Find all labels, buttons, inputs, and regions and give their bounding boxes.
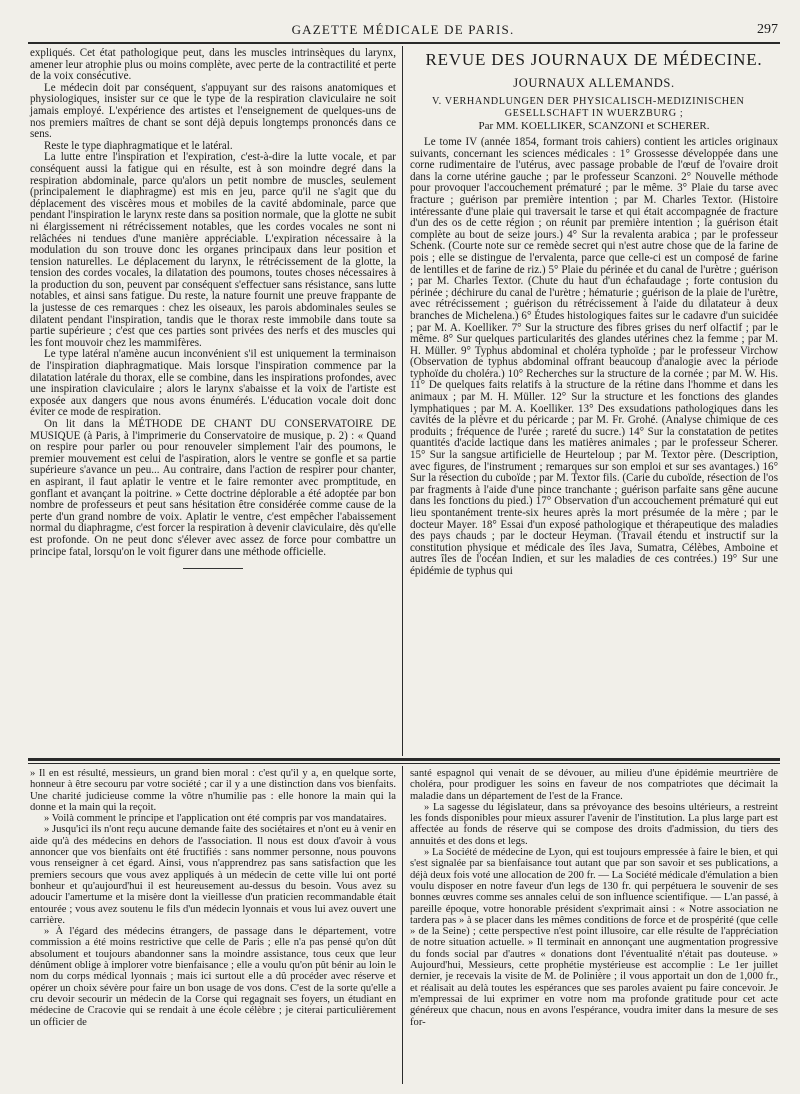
left-paragraph: La lutte entre l'inspiration et l'expiration, c'est-à-dire la lutte vocale, et par conséquent aussi la fatigue qui en résulte, est à son moindre degré dans la respiration abdominale, parce qu'alors un petit nombre de muscles, seulement (principalement le diaphragme) est mis en jeu, parce qu'il ne s'agit que du déplacement des viscères mous et mobiles de la cavité abdominale, parce que pendant l'inspiration le larynx reste dans sa position normale, que la glotte ne subit ni élargissement ni rétrécissement notables, que les cordes vocales ne sont ni relâchées ni tendues d'une manière appréciable. L'expiration nécessaire à la modulation du son trouve donc les organes principaux dans leur position et tension naturelles. Le déplacement du larynx, le rétrécissement de la glotte, la tension des cordes vocales, la dilatation des poumons, toutes choses nécessaires à la production du son, peuvent par conséquent s'effectuer sans résistance, sans lutte notables, et ainsi sans fatigue. Du reste, la nature fournit une preuve frappante de la justesse de ces remarques : chez les oiseaux, les parois abdominales seules se dilatent pendant l'inspiration, tandis que le thorax reste immobile dans toute sa partie supérieure ; c'est que ces parties sont privées des nerfs et des muscles qui les font mouvoir chez les mammifères. xyxy=(30,151,396,349)
section-heading-line2: GESELLSCHAFT IN WUERZBURG ; xyxy=(504,108,684,119)
bottom-column-rule xyxy=(402,766,403,1084)
column-rule xyxy=(402,46,403,756)
review-title: REVUE DES JOURNAUX DE MÉDECINE. xyxy=(425,50,763,69)
left-paragraph: expliqués. Cet état pathologique peut, dans les muscles intrinsèques du larynx, amener leur atrophie plus ou moins complète, avec perte de la contractilité et perte de la voix consécutive. xyxy=(30,47,396,83)
left-column xyxy=(30,48,396,569)
page-number: 297 xyxy=(757,22,778,37)
bottom-paragraph: » Jusqu'ici ils n'ont reçu aucune demande faite des sociétaires et n'ont eu à venir en aide qu'à des médecins en dehors de l'association. Il nous est doux d'avoir à vous annoncer que vos bienfaits ont été fructifiés : sans nommer personne, nous pouvons vous renseigner à cet égard. Ainsi, vous n'apprendrez pas sans satisfaction que les premiers secours que vous avez appliqués à un médecin de cette ville lui ont porté bonheur et qu'aujourd'hui il est heureusement au-dessus du besoin. Vous avez su adoucir l'amertume et la misère dont la vieillesse d'un praticien recommandable était entourée ; vous avez soutenu le fils d'un médecin lyonnais et vous lui avez ouvert une carrière. xyxy=(30,824,396,926)
section-rule-thick xyxy=(28,758,780,761)
left-paragraph: Le médecin doit par conséquent, s'appuyant sur des raisons anatomiques et physiologiques, insister sur ce que le type de la respiration claviculaire ne soit jamais employé. L'expérience des artistes et l'enseignement de quelques-uns de nos premiers maîtres de chant se sont déjà depuis longtemps prononcés dans ce sens. xyxy=(30,81,396,141)
bottom-paragraph: » Voilà comment le principe et l'application ont été compris par vos mandataires. xyxy=(44,813,387,825)
section-heading-line1: V. VERHANDLUNGEN DER PHYSICALISCH-MEDIZINISCHEN xyxy=(432,96,745,107)
bottom-paragraph: » À l'égard des médecins étrangers, de passage dans le département, votre commission a été moins restrictive que celle de Paris ; elle n'a pas pensé qu'on dût absolument et toujours abandonner sans la moindre assistance, tous ceux que leur dénûment oblige à implorer votre bienfaisance ; elle a voulu qu'on pût bénir au loin le nom du corps médical lyonnais ; mais ici surtout elle a dû procéder avec réserve et opérer un choix sévère pour faire un bon usage de vos dons. C'est de la sorte qu'elle a cru devoir secourir un médecin de la Corse qui regagnait ses foyers, un étudiant en médecine de Cracovie qui se rendait à une école célèbre ; je citerai particulièrement un officier de xyxy=(30,926,396,1028)
end-separator xyxy=(183,568,243,569)
section-rule-thin xyxy=(28,763,780,764)
header-rule xyxy=(28,42,780,44)
left-paragraph: Reste le type diaphragmatique et le latéral. xyxy=(44,139,233,152)
left-paragraph: Le type latéral n'amène aucun inconvénient s'il est uniquement la terminaison de l'inspiration diaphragmatique. Mais lorsque l'inspiration commence par la dilatation latérale du thorax, elle se combine, dans les inspirations profondes, avec une inspiration claviculaire ; alors le larynx s'abaisse et la voix de l'artiste est exposée aux dangers que nous avons énumérés. L'éducation vocale doit donc éviter ce mode de respiration. xyxy=(30,348,396,419)
bottom-paragraph: santé espagnol qui venait de se dévouer, au milieu d'une épidémie meurtrière de choléra, pour prodiguer les soins en faveur de nos compatriotes que décimait la maladie dans un département de l'est de la France. xyxy=(410,768,778,802)
bottom-paragraph: » La Société de médecine de Lyon, qui est toujours empressée à faire le bien, et qui s'est signalée par sa bienfaisance tout autant que par son savoir et ses publications, a déjà deux fois voté une allocation de 200 fr. — La Société médicale d'émulation a bien voulu disposer en notre faveur d'un legs de 130 fr. qui perpétuera le souvenir de ses bonnes œuvres comme ses annales celui de son influence scientifique. — L'an passé, à pareille époque, votre honorable président s'exprimait ainsi : « Notre association ne tardera pas » à se placer dans les mêmes conditions de force et de prospérité (que celle » de la Seine) ; cette perspective n'est point illusoire, car elle résulte de l'appréciation de notre situation actuelle. » Il terminait en annonçant une augmentation progressive du fonds social par d'autres « donations dont l'éventualité n'était pas douteuse. » Aujourd'hui, Messieurs, cette prophétie mystérieuse est accomplie : Le 1er juillet dernier, je recevais la visite de M. de Polinière ; il vous apportait un don de 1,000 fr., et réalisait au delà toutes les espérances que ses paroles avaient pu faire concevoir. Je m'empressai de lui exprimer en votre nom ma profonde gratitude pour cet acte généreux que chacun, nous en avons l'espérance, voudra imiter dans la mesure de ses for- xyxy=(410,847,778,1028)
left-paragraph: On lit dans la MÉTHODE DE CHANT DU CONSERVATOIRE DE MUSIQUE (à Paris, à l'imprimerie du Conservatoire de musique, p. 2) : « Quand on respire pour parler ou pour renouveler simplement l'air des poumons, le premier mouvement est celui de l'aspiration, alors le ventre se gonfle et sa partie supérieure s'avance un peu... Au contraire, dans l'action de respirer pour chanter, en aspirant, il faut aplatir le ventre et le faire remonter avec promptitude, en gonflant et avançant la poitrine. » Cette doctrine déplorable a été adoptée par bon nombre de professeurs et peut sans hésitation être considérée comme cause de la perte d'un grand nombre de voix. Aplatir le ventre, c'est empêcher l'abaissement normal du diaphragme, c'est forcer la respiration à devenir claviculaire, dès qu'elle est profonde. On ne peut donc s'élever avec assez de force pour combattre un principe fatal, lorsqu'on le voit figurer dans une méthode officielle. xyxy=(30,418,396,558)
page-header xyxy=(28,22,778,42)
bottom-paragraph: » Il en est résulté, messieurs, un grand bien moral : c'est qu'il y a, en quelque sorte, honneur à être secouru par votre société ; car il y a une distinction dans vos bienfaits. Une charité judicieuse comme la vôtre n'humilie pas : elle honore la main qui la donne et la main qui la reçoit. xyxy=(30,768,396,813)
journal-title: GAZETTE MÉDICALE DE PARIS. xyxy=(291,22,515,37)
bottom-paragraph: » La sagesse du législateur, dans sa prévoyance des besoins ultérieurs, a restreint les fonds disponibles pour mieux assurer l'avenir de l'institution. La plus large part est affectée au fonds de réserve qui se compose des droits d'admission, du tiers des annuités et des dons et legs. xyxy=(410,801,778,847)
review-body: Le tome IV (année 1854, formant trois cahiers) contient les articles originaux suivants, concernant les sciences médicales : 1° Grossesse développée dans une corne rudimentaire de l'utérus, avec passage probable de l'œuf de l'ovaire droit dans la corne utérine gauche ; par le professeur Scanzoni. 2° Nouvelle méthode pour provoquer l'accouchement prématuré ; par le même. 3° Plaie du tarse avec fracture ; guérison par première intention ; par M. Charles Textor. (Histoire intéressante d'une plaie qui traversait le tarse et qui était accompagnée de fracture d'un des os de cette région ; on réunit par première intention ; la guérison était complète au bout de seize jours.) 4° Sur la revalenta arabica ; par le professeur Schenk. (Courte note sur ce remède secret qui n'est autre chose que de la farine de pois ; elle se distingue de l'ervalenta, parce que celle-ci est un composé de farine de lentilles et de farine de riz.) 5° Plaie du périnée et du canal de l'urètre ; guérison ; par M. Charles Textor. (Chute du haut d'un échafaudage ; forte contusion du périnée ; déchirure du canal de l'urètre ; hématurie ; guérison de la plaie de l'urètre, avec rétrécissement ; guérison du rétrécissement à l'aide du dilatateur à deux branches de Michelena.) 6° Études histologiques faites sur le cadavre d'un suicidée ; par M. A. Koelliker. 7° Sur la structure des fibres grises du nerf olfactif ; par le même. 8° Sur quelques particularités des glandes utérines chez la femme ; par M. H. Müller. 9° Typhus abdominal et choléra typhoïde ; par le professeur Virchow (Observation de typhus abdominal offrant beaucoup d'analogie avec la période typhoïde du choléra.) 10° Recherches sur la structure de la cornée ; par M. W. His. 11° De quelques faits relatifs à la structure de la rétine dans l'homme et dans les animaux ; par M. H. Müller. 12° Sur la structure et les fonctions des glandes lymphatiques ; par M. A. Koelliker. 13° Des exsudations pathologiques dans les cavités de la plèvre et du péricarde ; par M. Fr. Grohé. (Analyse chimique de ces produits ; fréquence de l'urée ; rareté du sucre.) 14° Sur la constatation de petites quantités d'acide lactique dans les matières animales ; par le professeur Scherer. 15° Sur la sangsue artificielle de Heurteloup ; par M. Textor père. (Description, avec figures, de l'instrument ; remarques sur son emploi et sur ses avantages.) 16° Sur la résection du cuboïde ; par M. Textor fils. (Carie du cuboïde, résection de l'os par fragments à l'aide d'une pince tranchante ; guérison parfaite sans gêne aucune dans les fonctions du pied.) 17° Observation d'un accouchement prématuré qui eut lieu spontanément trente-six heures après la mort présumée de la mère ; par le docteur Mayer. 18° Essai d'un exposé pathologique et thérapeutique des maladies des pays chauds ; par le docteur Heyman. (Travail étendu et instructif sur la constitution physique et médicale des îles Java, Sumatra, Célèbes, Amboine et autres îles de l'océan Indien, et sur les maladies de ces contrées.) 19° Sur une épidémie de typhus qui xyxy=(410,136,778,577)
bottom-right-column xyxy=(410,768,778,1028)
bottom-left-column xyxy=(30,768,396,1028)
right-column xyxy=(410,48,778,578)
byline: Par MM. KOELLIKER, SCANZONI et SCHERER. xyxy=(478,120,710,132)
review-subtitle: JOURNAUX ALLEMANDS. xyxy=(513,76,675,90)
